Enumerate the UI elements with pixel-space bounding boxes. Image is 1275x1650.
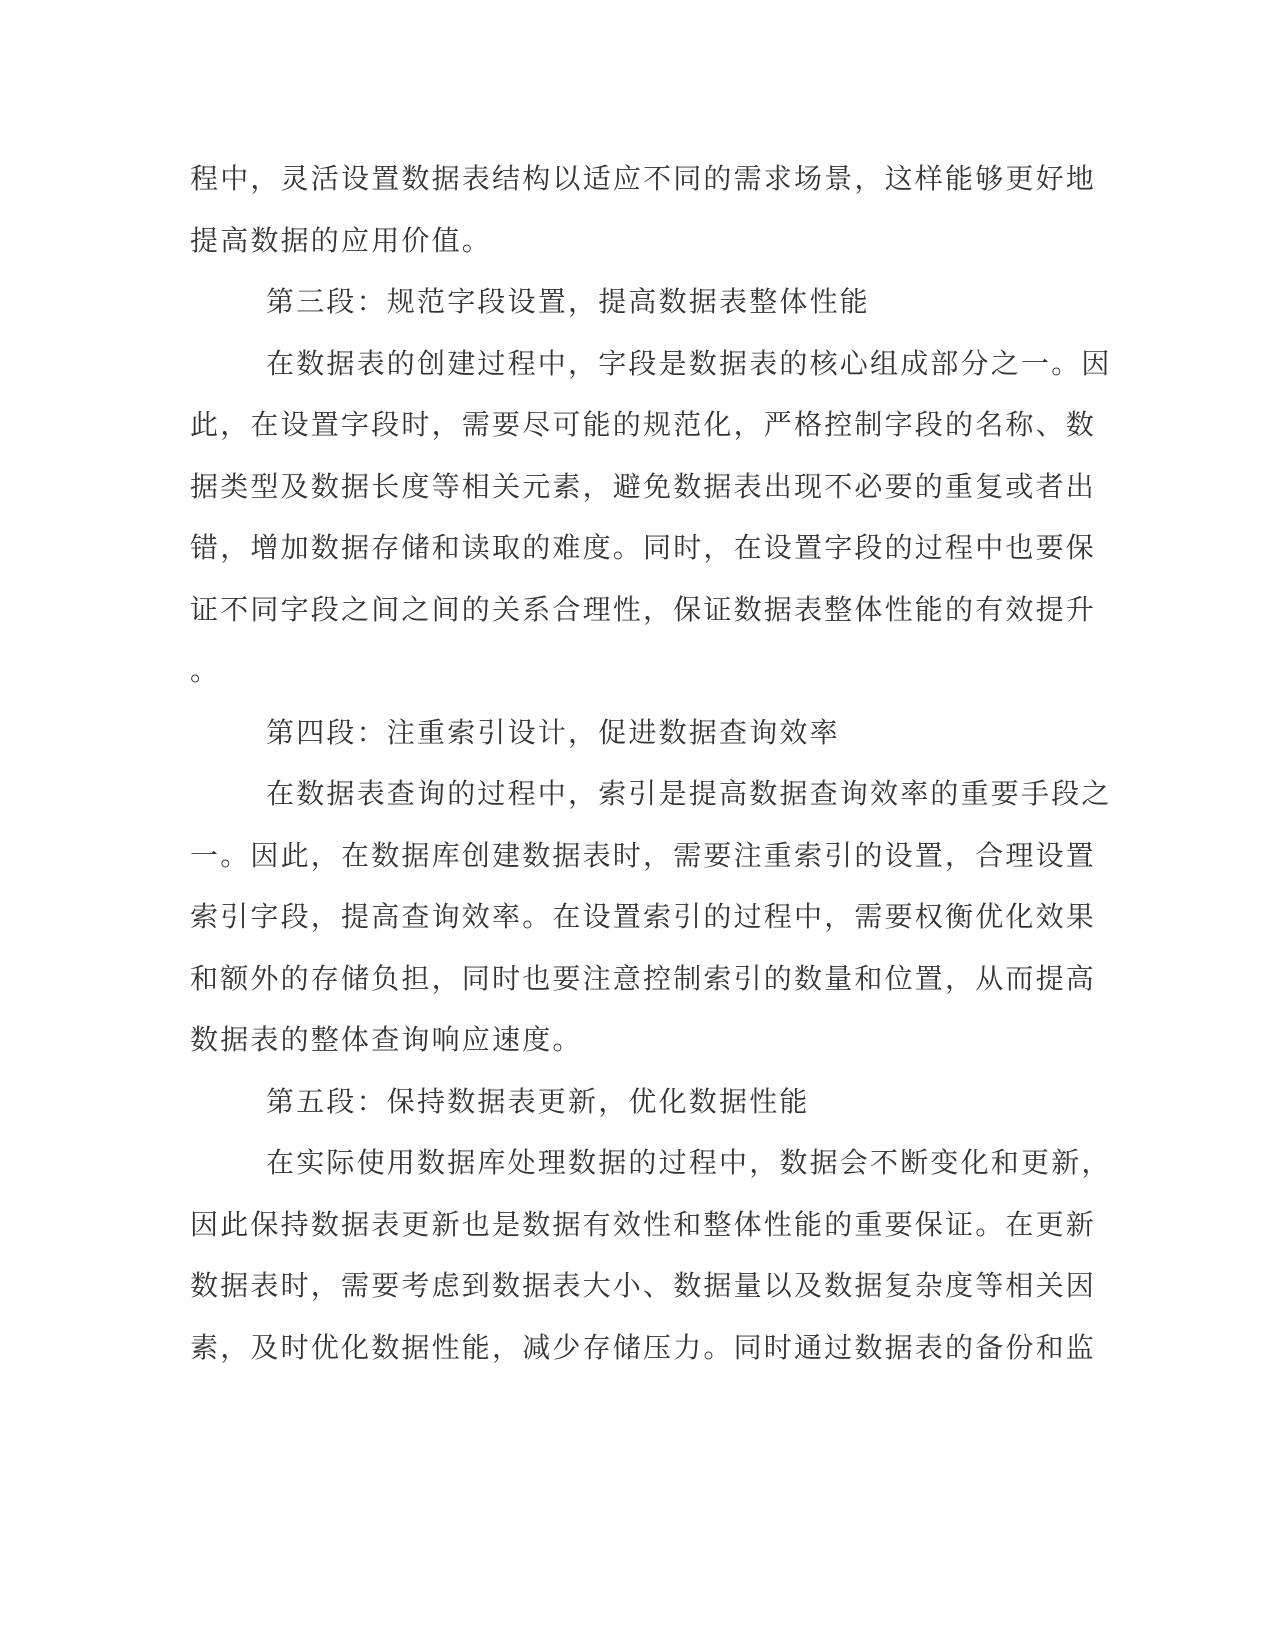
text-line: 数据表的整体查询响应速度。: [190, 1023, 583, 1056]
section-heading: 第五段：保持数据表更新，优化数据性能: [266, 1084, 810, 1118]
text-line: 证不同字段之间之间的关系合理性，保证数据表整体性能的有效提升: [190, 592, 1097, 626]
text-line: 在数据表的创建过程中，字段是数据表的核心组成部分之一。因: [266, 346, 1112, 380]
text-line: 因此保持数据表更新也是数据有效性和整体性能的重要保证。在更新: [190, 1207, 1097, 1241]
text-line: 。: [190, 654, 221, 687]
body-text: [190, 148, 1112, 1378]
text-line: 索引字段，提高查询效率。在设置索引的过程中，需要权衡优化效果: [190, 900, 1097, 933]
text-line: 此，在设置字段时，需要尽可能的规范化，严格控制字段的名称、数: [190, 408, 1097, 441]
text-line: 错，增加数据存储和读取的难度。同时，在设置字段的过程中也要保: [190, 531, 1097, 564]
text-line: 一。因此，在数据库创建数据表时，需要注重索引的设置，合理设置: [190, 838, 1097, 872]
text-line: 在实际使用数据库处理数据的过程中，数据会不断变化和更新，: [266, 1146, 1112, 1179]
section-heading: 第四段：注重索引设计，促进数据查询效率: [266, 715, 840, 749]
text-line: 数据表时，需要考虑到数据表大小、数据量以及数据复杂度等相关因: [190, 1269, 1097, 1302]
section-heading: 第三段：规范字段设置，提高数据表整体性能: [266, 285, 871, 318]
text-line: 素，及时优化数据性能，减少存储压力。同时通过数据表的备份和监: [190, 1330, 1097, 1364]
text-line: 据类型及数据长度等相关元素，避免数据表出现不必要的重复或者出: [190, 469, 1097, 503]
text-line: 和额外的存储负担，同时也要注意控制索引的数量和位置，从而提高: [190, 961, 1097, 995]
text-line: 提高数据的应用价值。: [190, 223, 493, 257]
text-line: 在数据表查询的过程中，索引是提高数据查询效率的重要手段之: [266, 777, 1112, 810]
text-line: 程中，灵活设置数据表结构以适应不同的需求场景，这样能够更好地: [190, 162, 1097, 195]
